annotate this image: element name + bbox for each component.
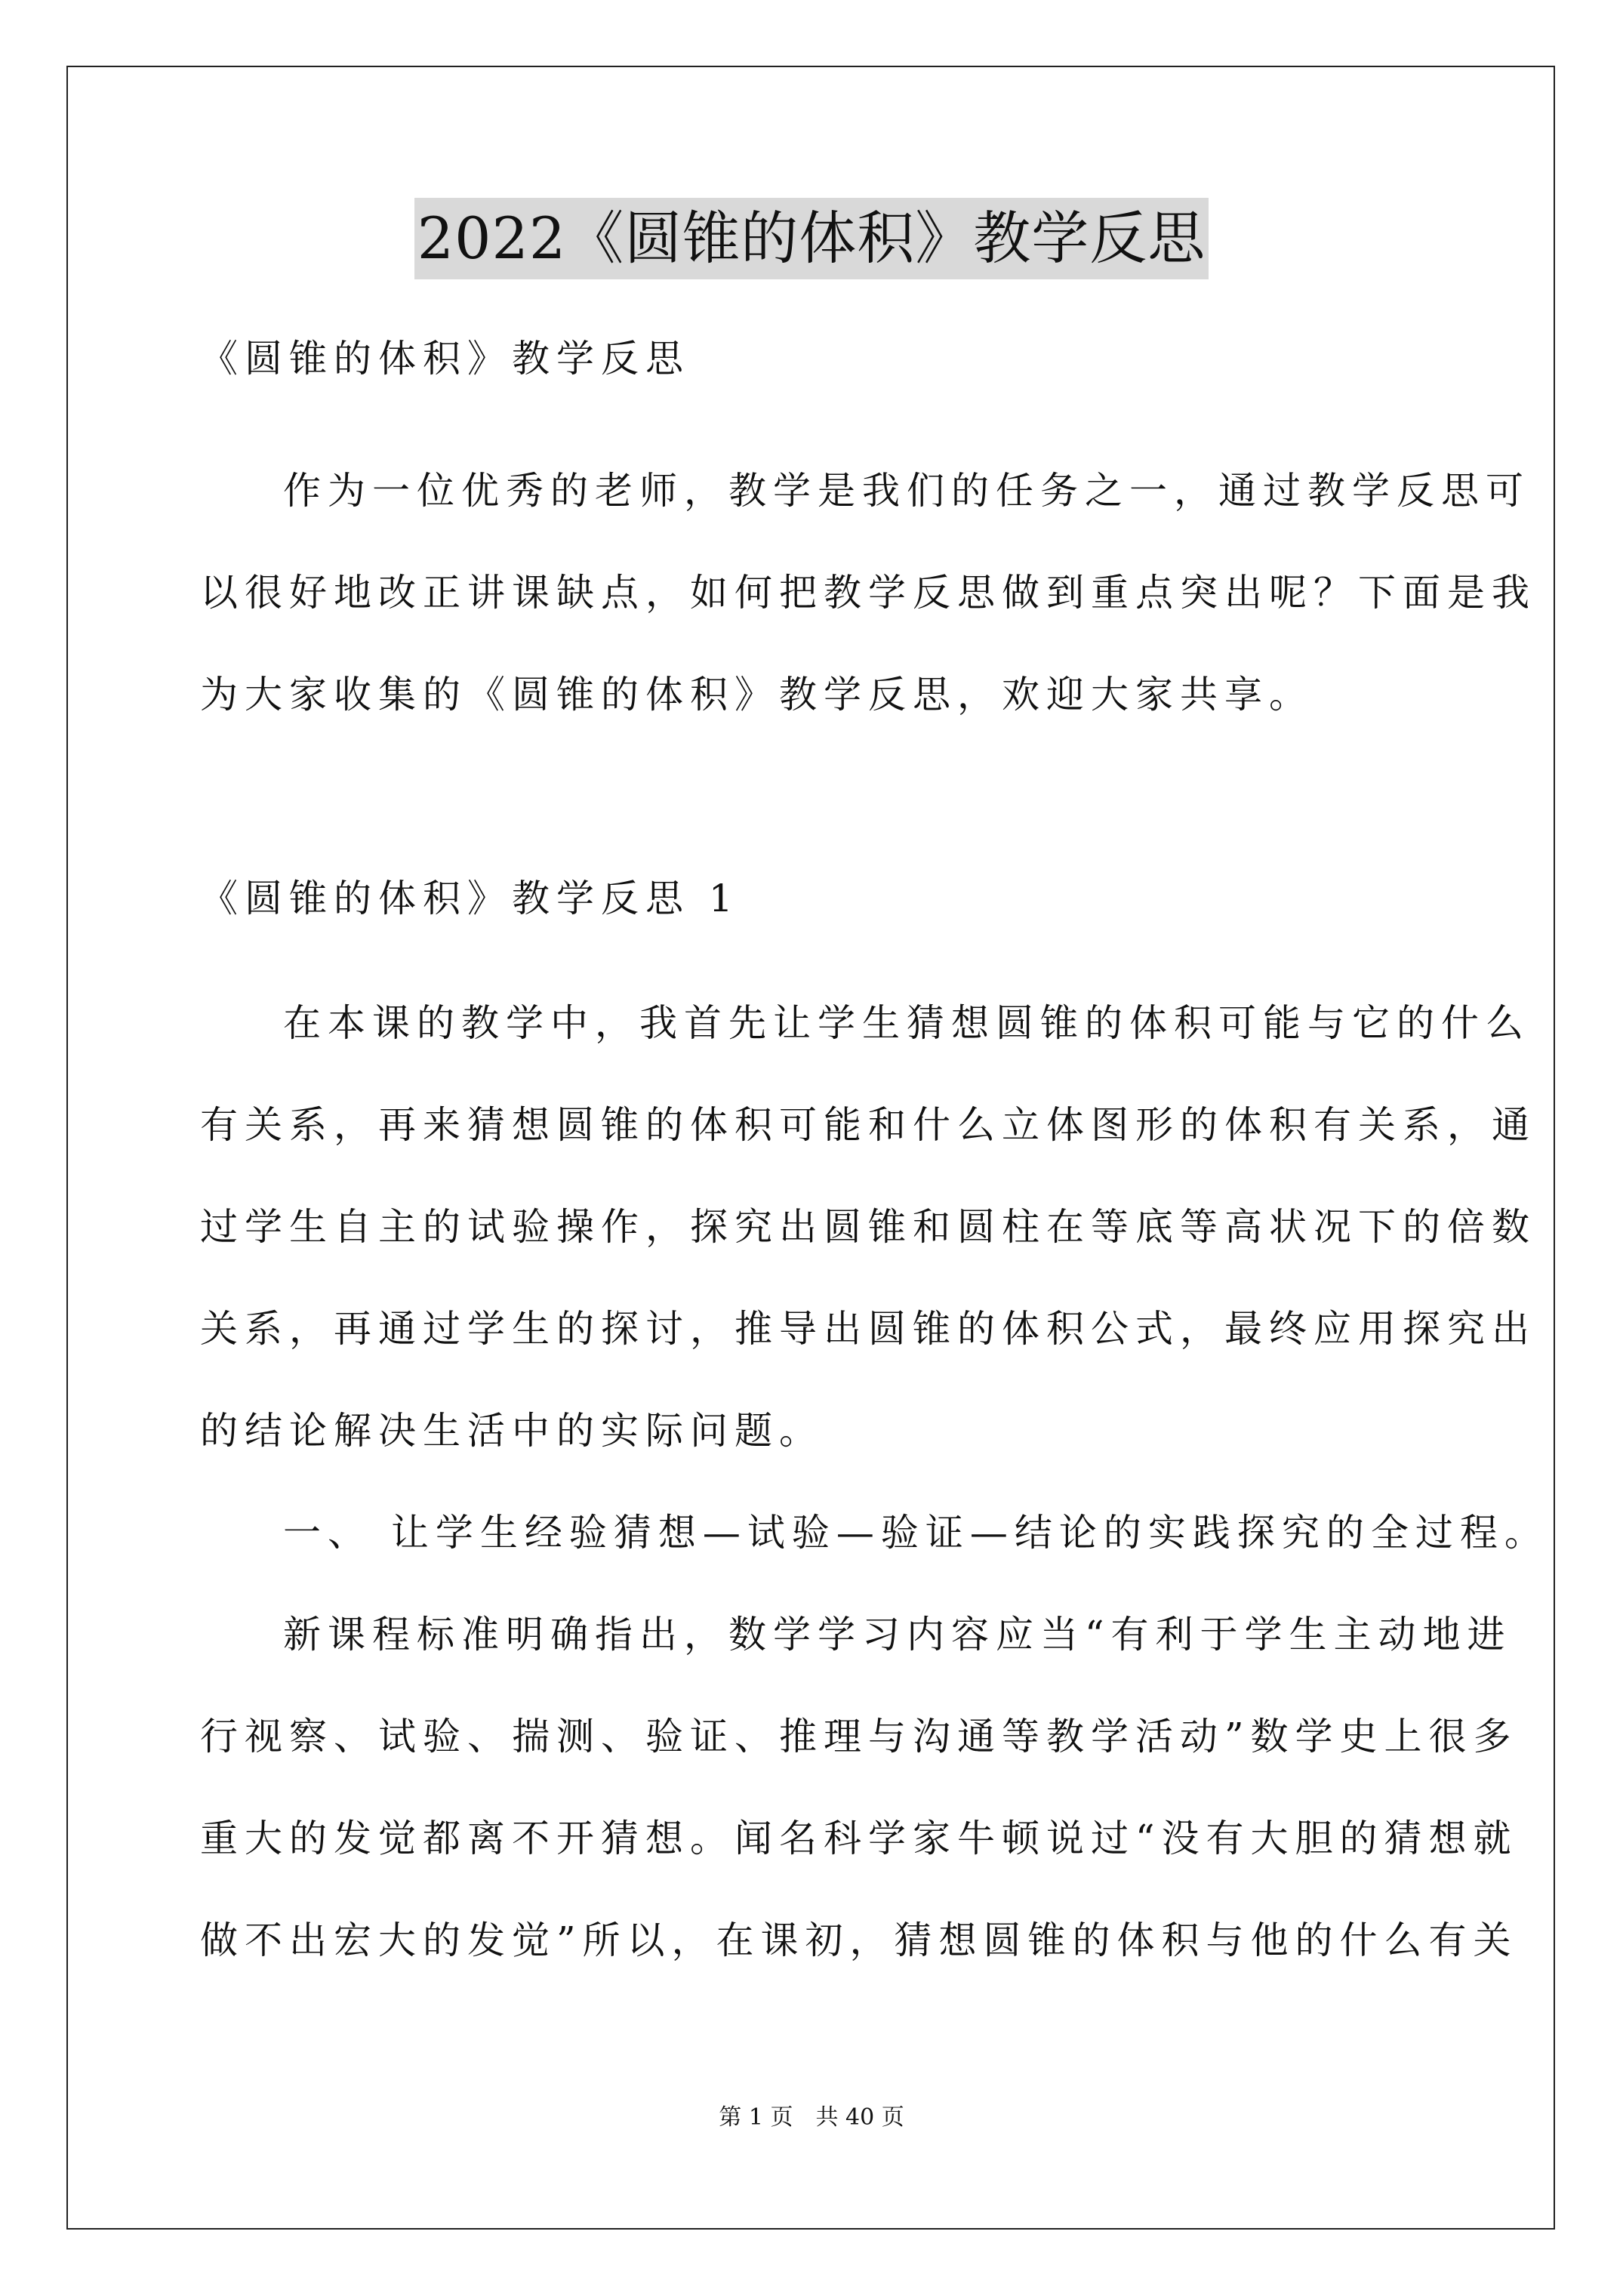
paragraph-line: 做不出宏大的发觉”所以，在课初，猜想圆锥的体积与他的什么有关 xyxy=(200,1918,1518,1962)
page-number-footer: 第 1 页 共 40 页 xyxy=(719,2104,904,2131)
paragraph-line: 重大的发觉都离不开猜想。闻名科学家牛顿说过“没有大胆的猜想就 xyxy=(200,1817,1518,1860)
paragraph-line: 在本课的教学中，我首先让学生猜想圆锥的体积可能与它的什么 xyxy=(283,1001,1530,1045)
paragraph-line: 作为一位优秀的老师，教学是我们的任务之一，通过教学反思可 xyxy=(283,469,1530,513)
section-heading-1: 《圆锥的体积》教学反思 1 xyxy=(200,877,740,920)
paragraph-line: 行视察、试验、揣测、验证、推理与沟通等教学活动”数学史上很多 xyxy=(200,1715,1518,1758)
paragraph-line: 的结论解决生活中的实际问题。 xyxy=(200,1409,824,1453)
title-container xyxy=(0,198,1623,279)
paragraph-line: 关系，再通过学生的探讨，推导出圆锥的体积公式，最终应用探究出 xyxy=(200,1307,1536,1351)
section-heading-intro: 《圆锥的体积》教学反思 xyxy=(200,337,690,381)
paragraph-line: 有关系，再来猜想圆锥的体积可能和什么立体图形的体积有关系，通 xyxy=(200,1103,1536,1147)
paragraph-line: 过学生自主的试验操作，探究出圆锥和圆柱在等底等高状况下的倍数 xyxy=(200,1205,1536,1249)
paragraph-line: 为大家收集的《圆锥的体积》教学反思，欢迎大家共享。 xyxy=(200,673,1313,717)
list-item-heading: 一、 让学生经验猜想—试验—验证—结论的实践探究的全过程。 xyxy=(283,1511,1549,1555)
document-title: 2022《圆锥的体积》教学反思 xyxy=(414,198,1209,279)
paragraph-line: 以很好地改正讲课缺点，如何把教学反思做到重点突出呢？下面是我 xyxy=(200,571,1536,615)
paragraph-line: 新课程标准明确指出，数学学习内容应当“有利于学生主动地进 xyxy=(283,1613,1512,1657)
